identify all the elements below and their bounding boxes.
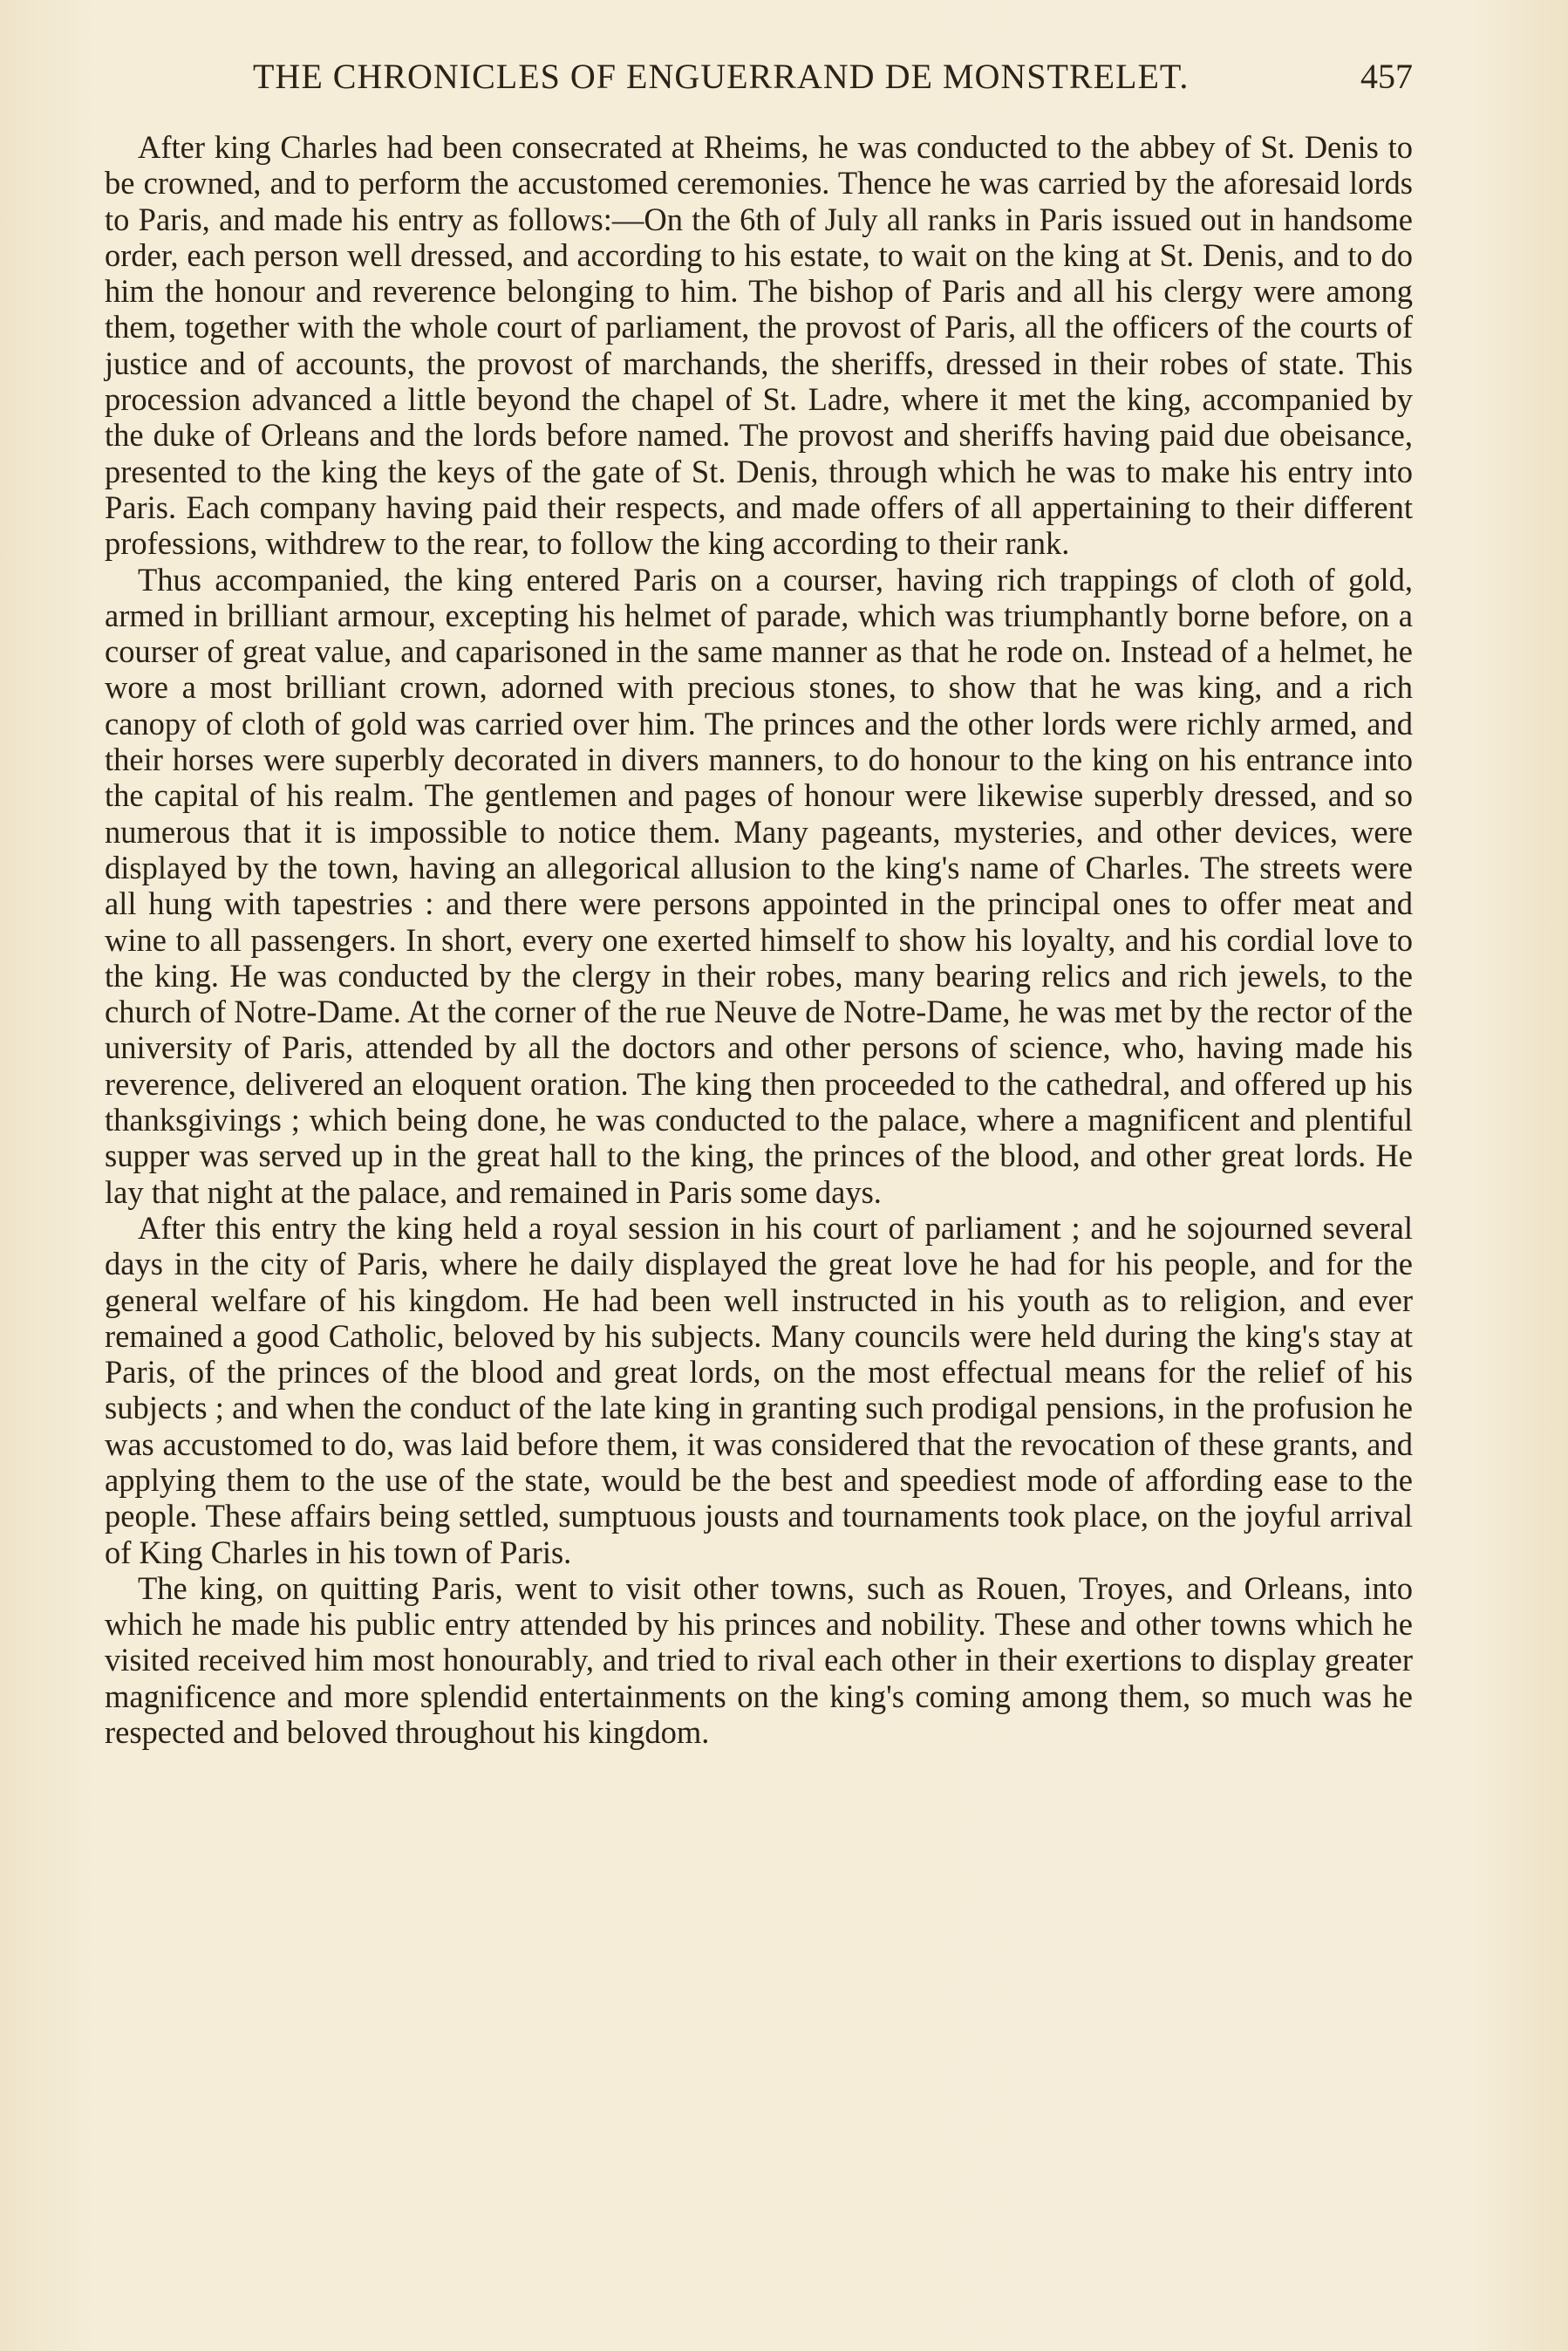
paragraph-2: Thus accompanied, the king entered Paris on a courser, having rich trappings of cloth of gold, armed in brilliant armour, excepting his helmet of parade, which was triumphantly borne before, on a courser of great value, and caparisoned in the same manner as that he rode on. Instead of a helmet, he wore a most brilliant crown, adorned with precious stones, to show that he was king, and a rich canopy of cloth of gold was carried over him. The princes and the other lords were richly armed, and their horses were superbly decorated in divers manners, to do honour to the king on his entrance into the capital of his realm. The gentlemen and pages of honour were likewise superbly dressed, and so numerous that it is impossible to notice them. Many pageants, mysteries, and other devices, were displayed by the town, having an allegorical allusion to the king's name of Charles. The streets were all hung with tapestries : and there were persons appointed in the principal ones to offer meat and wine to all passengers. In short, every one exerted himself to show his loyalty, and his cordial love to the king. He was conducted by the clergy in their robes, many bearing relics and rich jewels, to the church of Notre-Dame. At the corner of the rue Neuve de Notre-Dame, he was met by the rector of the university of Paris, attended by all the doctors and other persons of science, who, having made his reverence, delivered an eloquent oration. The king then proceeded to the cathedral, and offered up his thanksgivings ; which being done, he was conducted to the palace, where a magnificent and plentiful supper was served up in the great hall to the king, the princes of the blood, and other great lords. He lay that night at the palace, and remained in Paris some days. bbox=[105, 561, 1413, 1210]
paragraph-1: After king Charles had been consecrated at Rheims, he was conducted to the abbey of St. Denis to be crowned, and to perform the accustomed ceremonies. Thence he was carried by the aforesaid lords to Paris, and made his entry as follows:—On the 6th of July all ranks in Paris issued out in handsome order, each person well dressed, and according to his estate, to wait on the king at St. Denis, and to do him the honour and reverence belonging to him. The bishop of Paris and all his clergy were among them, together with the whole court of parliament, the provost of Paris, all the officers of the courts of justice and of accounts, the provost of marchands, the sheriffs, dressed in their robes of state. This procession advanced a little beyond the chapel of St. Ladre, where it met the king, accompanied by the duke of Orleans and the lords before named. The provost and sheriffs having paid due obeisance, presented to the king the keys of the gate of St. Denis, through which he was to make his entry into Paris. Each company having paid their respects, and made offers of all appertaining to their different professions, withdrew to the rear, to follow the king according to their rank. bbox=[105, 129, 1413, 562]
running-head bbox=[105, 56, 1413, 108]
paragraph-4: The king, on quitting Paris, went to visit other towns, such as Rouen, Troyes, and Orleans, into which he made his public entry attended by his princes and nobility. These and other towns which he visited received him most honourably, and tried to rival each other in their exertions to display greater magnificence and more splendid entertainments on the king's coming among them, so much was he respected and beloved throughout his kingdom. bbox=[105, 1569, 1413, 1751]
body-text bbox=[105, 129, 1413, 1750]
running-head-title: THE CHRONICLES OF ENGUERRAND DE MONSTRELET. bbox=[253, 57, 1190, 96]
paragraph-3: After this entry the king held a royal session in his court of parliament ; and he sojourned several days in the city of Paris, where he daily displayed the great love he had for his people, and for the general welfare of his kingdom. He had been well instructed in his youth as to religion, and ever remained a good Catholic, beloved by his subjects. Many councils were held during the king's stay at Paris, of the princes of the blood and great lords, on the most effectual means for the relief of his subjects ; and when the conduct of the late king in granting such prodigal pensions, in the profusion he was accustomed to do, was laid before them, it was considered that the revocation of these grants, and applying them to the use of the state, would be the best and speediest mode of affording ease to the people. These affairs being settled, sumptuous jousts and tournaments took place, on the joyful arrival of King Charles in his town of Paris. bbox=[105, 1209, 1413, 1570]
page-number: 457 bbox=[1360, 57, 1413, 96]
